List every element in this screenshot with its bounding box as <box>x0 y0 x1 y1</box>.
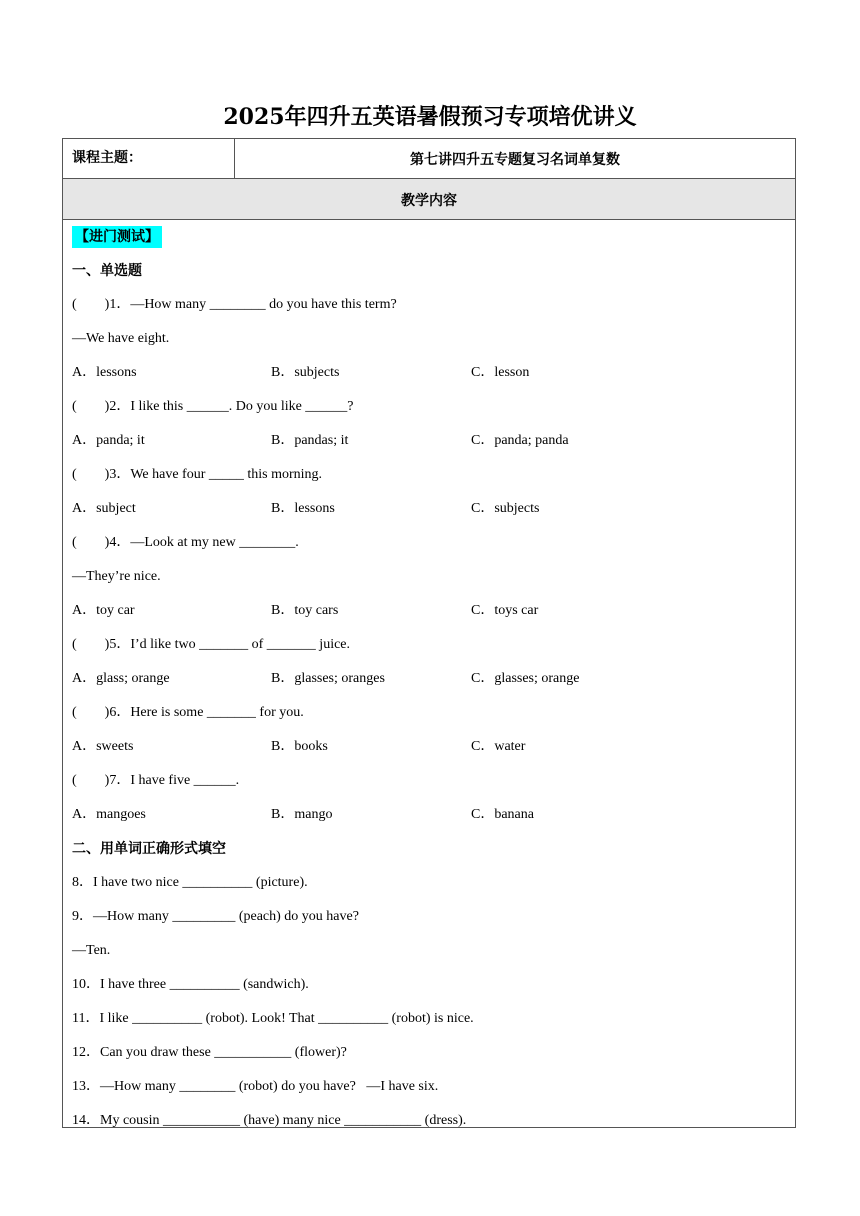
option-c: C．subjects <box>471 501 540 516</box>
option-a: A．sweets <box>72 739 134 754</box>
option-c: C．lesson <box>471 365 530 380</box>
option-a: A．mangoes <box>72 807 146 822</box>
question-stem: ( )5．I’d like two _______ of _______ juice. <box>72 637 351 652</box>
question-stem: ( )6．Here is some _______ for you. <box>72 705 304 720</box>
option-a: A．subject <box>72 501 136 516</box>
option-b: B．pandas; it <box>271 433 349 448</box>
fill-item: —Ten. <box>72 943 111 958</box>
section-header-row <box>63 179 795 220</box>
option-b: B．subjects <box>271 365 340 380</box>
option-b: B．toy cars <box>271 603 339 618</box>
section-header: 教学内容 <box>401 193 457 209</box>
topic-label: 课程主题： <box>72 150 142 166</box>
option-b: B．glasses; oranges <box>271 671 385 686</box>
topic-value-cell <box>235 139 795 178</box>
fill-item: 14．My cousin ___________ (have) many nice ___________ (dress). <box>72 1113 467 1128</box>
fill-item: 11．I like __________ (robot). Look! That __________ (robot) is nice. <box>72 1011 474 1026</box>
option-c: C．glasses; orange <box>471 671 580 686</box>
topic-value: 第七讲四升五专题复习名词单复数 <box>410 152 620 168</box>
option-a: A．lessons <box>72 365 137 380</box>
option-b: B．mango <box>271 807 333 822</box>
option-a: A．toy car <box>72 603 135 618</box>
topic-row <box>63 139 795 179</box>
question-stem: ( )4．—Look at my new ________. <box>72 535 299 550</box>
fill-item: 10．I have three __________ (sandwich). <box>72 977 309 992</box>
fill-item: 13．—How many ________ (robot) do you have? —I have six. <box>72 1079 439 1094</box>
section2-heading: 二、用单词正确形式填空 <box>72 841 226 857</box>
question-stem: ( )2．I like this ______. Do you like ______? <box>72 399 354 414</box>
option-c: C．banana <box>471 807 534 822</box>
question-stem: ( )1．—How many ________ do you have this term? <box>72 297 397 312</box>
entry-test-badge: 【进门测试】 <box>72 226 162 248</box>
option-a: A．panda; it <box>72 433 145 448</box>
question-stem: ( )3．We have four _____ this morning. <box>72 467 323 482</box>
fill-item: 12．Can you draw these ___________ (flower)? <box>72 1045 347 1060</box>
fill-item: 9．—How many _________ (peach) do you have? <box>72 909 359 924</box>
option-b: B．lessons <box>271 501 335 516</box>
option-a: A．glass; orange <box>72 671 170 686</box>
question-stem: ( )7．I have five ______. <box>72 773 240 788</box>
question-extra: —We have eight. <box>72 331 170 346</box>
topic-label-cell <box>63 139 235 178</box>
option-c: C．water <box>471 739 526 754</box>
lesson-table <box>62 138 796 1128</box>
section1-heading: 一、单选题 <box>72 263 142 279</box>
fill-item: 8．I have two nice __________ (picture). <box>72 875 308 890</box>
document-title: 2025年四升五英语暑假预习专项培优讲义 <box>223 104 637 130</box>
option-c: C．toys car <box>471 603 539 618</box>
option-c: C．panda; panda <box>471 433 569 448</box>
option-b: B．books <box>271 739 328 754</box>
question-extra: —They’re nice. <box>72 569 161 584</box>
